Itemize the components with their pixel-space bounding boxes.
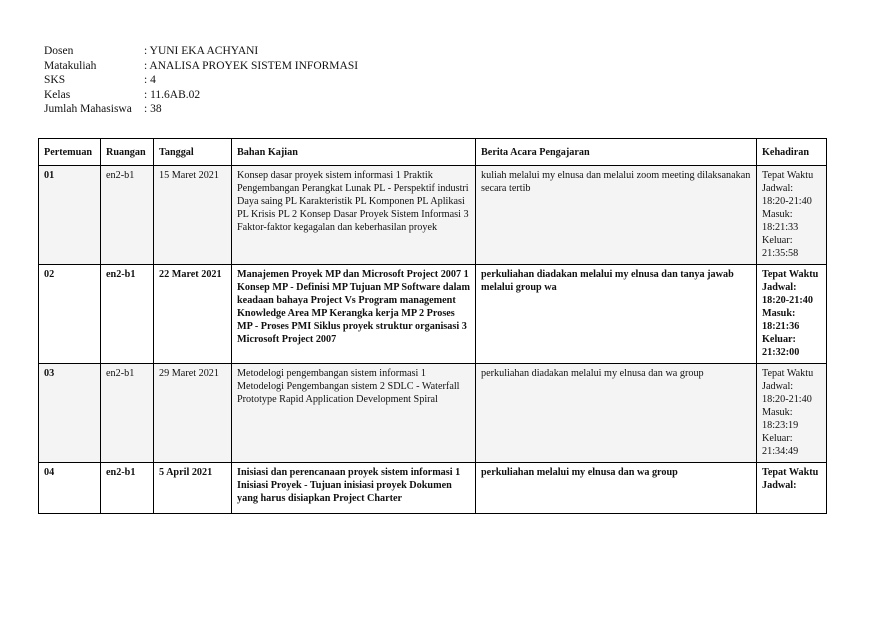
kehadiran-masuk: Masuk: 18:23:19 — [762, 407, 799, 431]
kehadiran-keluar: Keluar: 21:34:49 — [762, 433, 799, 457]
bahan-kajian-cell: Metodelogi pengembangan sistem informasi 1 Metodelogi Pengembangan sistem 2 SDLC - Waterfall Prototype Rapid Application Development Spiral — [232, 364, 476, 463]
table-header-row — [39, 139, 827, 166]
dosen-value: : YUNI EKA ACHYANI — [144, 45, 259, 57]
pertemuan-cell — [39, 463, 101, 514]
ruangan-text: en2-b1 — [106, 467, 136, 478]
pertemuan-cell: 01 — [39, 166, 101, 265]
ruangan-cell — [101, 463, 154, 514]
pertemuan-cell: 02 — [39, 265, 101, 364]
kehadiran-status: Tepat Waktu — [762, 170, 814, 181]
sks-value: : 4 — [144, 74, 156, 86]
berita-acara-cell — [476, 463, 757, 514]
kehadiran-status: Tepat Waktu — [762, 368, 814, 379]
kehadiran-keluar: Keluar: 21:32:00 — [762, 334, 800, 358]
kehadiran-cell — [757, 463, 827, 514]
berita-acara-cell: perkuliahan diadakan melalui my elnusa dan wa group — [476, 364, 757, 463]
kehadiran-cell — [757, 364, 827, 463]
tanggal-cell: 29 Maret 2021 — [154, 364, 232, 463]
ruangan-cell: en2-b1 — [101, 265, 154, 364]
table-row — [39, 463, 827, 514]
dosen-label: Dosen — [44, 45, 74, 57]
jumlah-mahasiswa-value: : 38 — [144, 103, 162, 115]
kehadiran-cell — [757, 166, 827, 265]
header-pertemuan: Pertemuan — [39, 139, 101, 166]
pertemuan-text: 04 — [44, 467, 55, 478]
dosen-row — [44, 44, 358, 59]
jumlah-mahasiswa-label: Jumlah Mahasiswa — [44, 103, 132, 115]
kelas-value: : 11.6AB.02 — [144, 88, 201, 101]
bahan-kajian-text: Inisiasi dan perencanaan proyek sistem informasi 1 Inisiasi Proyek - Tujuan inisiasi proyek Dokumen yang harus disiapkan Project Charter — [237, 467, 461, 504]
sks-row — [44, 73, 358, 88]
pertemuan-cell: 03 — [39, 364, 101, 463]
kehadiran-masuk: Masuk: 18:21:36 — [762, 308, 800, 332]
kehadiran-cell — [757, 265, 827, 364]
header-bahan-kajian: Bahan Kajian — [232, 139, 476, 166]
kelas-row — [44, 88, 358, 103]
tanggal-text: 5 April 2021 — [159, 467, 213, 478]
bahan-kajian-cell: Manajemen Proyek MP dan Microsoft Project 2007 1 Konsep MP - Definisi MP Tujuan MP Software dalam keadaan bahaya Project Vs Program management Knowledge Area MP Kerangka kerja MP 2 Proses MP - Proses PMI Siklus proyek struktur organisasi 3 Microsoft Project 2007 — [232, 265, 476, 364]
attendance-table — [38, 138, 827, 514]
header-kehadiran: Kehadiran — [757, 139, 827, 166]
table-row — [39, 265, 827, 364]
ruangan-cell: en2-b1 — [101, 166, 154, 265]
berita-acara-cell: kuliah melalui my elnusa dan melalui zoom meeting dilaksanakan secara tertib — [476, 166, 757, 265]
course-info-header — [44, 44, 358, 117]
kehadiran-status: Tepat Waktu — [762, 467, 819, 478]
kehadiran-clip — [762, 466, 821, 513]
berita-acara-cell: perkuliahan diadakan melalui my elnusa dan tanya jawab melalui group wa — [476, 265, 757, 364]
tanggal-cell: 22 Maret 2021 — [154, 265, 232, 364]
table-row — [39, 364, 827, 463]
matakuliah-row — [44, 59, 358, 74]
kehadiran-keluar: Keluar: 21:35:58 — [762, 235, 799, 259]
ruangan-cell: en2-b1 — [101, 364, 154, 463]
header-ruangan: Ruangan — [101, 139, 154, 166]
kehadiran-jadwal: Jadwal: — [762, 480, 797, 491]
jumlah-mahasiswa-row — [44, 102, 358, 117]
kehadiran-jadwal: Jadwal: 18:20-21:40 — [762, 183, 812, 207]
kehadiran-status: Tepat Waktu — [762, 269, 819, 280]
matakuliah-value: : ANALISA PROYEK SISTEM INFORMASI — [144, 59, 359, 72]
kehadiran-jadwal: Jadwal: 18:20-21:40 — [762, 381, 812, 405]
kelas-label: Kelas — [44, 88, 71, 101]
kehadiran-masuk: Masuk: 18:21:33 — [762, 209, 799, 233]
table-row — [39, 166, 827, 265]
header-tanggal: Tanggal — [154, 139, 232, 166]
sks-label: SKS — [44, 74, 66, 86]
matakuliah-label: Matakuliah — [44, 59, 97, 72]
tanggal-cell — [154, 463, 232, 514]
berita-acara-text: perkuliahan melalui my elnusa dan wa group — [481, 467, 678, 478]
kehadiran-jadwal: Jadwal: 18:20-21:40 — [762, 282, 813, 306]
tanggal-cell: 15 Maret 2021 — [154, 166, 232, 265]
bahan-kajian-cell — [232, 463, 476, 514]
bahan-kajian-cell: Konsep dasar proyek sistem informasi 1 Praktik Pengembangan Perangkat Lunak PL - Perspektif industri Daya saing PL Karakteristik PL Komponen PL Aplikasi PL Krisis PL 2 Konsep Dasar Proyek Sistem Informasi 3 Faktor-faktor kegagalan dan keberhasilan proyek — [232, 166, 476, 265]
header-berita-acara: Berita Acara Pengajaran — [476, 139, 757, 166]
